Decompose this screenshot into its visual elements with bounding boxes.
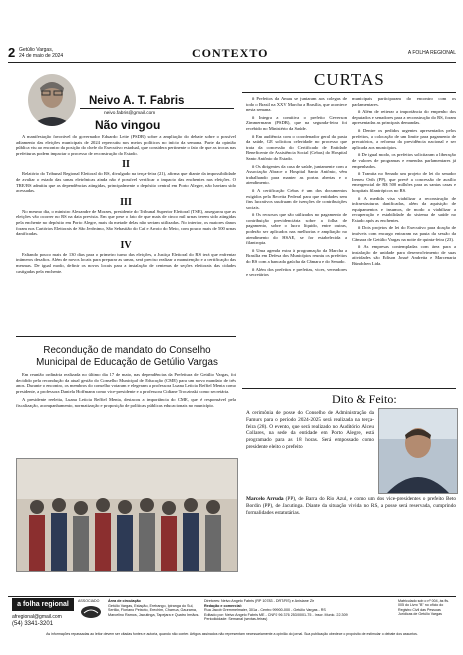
registration-text: Matriculado sob o nº 004, às fls. 005 do Livro "B" no ofício do Registro Civil das Pessoas Jurídicas de Getúlio Vargas — [398, 599, 450, 617]
curtas-item: # Além de reiterar a importância do empenho dos deputados e senadores para a reconstrução do RS, foram apresentadas as principais demandas. — [352, 109, 456, 126]
column-paragraph: A manifestação favorável do governador Eduardo Leite (PSDB) sobre a ampliação do debate sobre o possível adiamento das eleições municipais de 2024 repercutiu nos meios políticos no início da semana. Parte da opinião pública viu ao encontro da posição do chefe do Executivo estadual, que considera pertinente o fato de que as trocas nas prefeituras podem impactar o processo de reconstrução do Estado. — [16, 134, 236, 156]
article-paragraph: A presidente reeleita, Luana Leticia Reffiel Menta, destacou a importância do CME, que é responsável pela fiscalização, acompanhamento, normatização e proposição de políticas públicas educacionais no município. — [16, 397, 236, 408]
portrait-image — [379, 409, 457, 493]
curtas-column-1 — [246, 96, 347, 280]
curtas-item: # Integra a comitiva o prefeito Geverson Zimmermann (PSDB), que na segunda-feira foi recebido no Ministério da Saúde. — [246, 114, 347, 131]
column-paragraph: Faltando pouco mais de 130 dias para o primeiro turno das eleições, a Justiça Eleitoral do RS terá que enfrentar inúmeros desafios. Além de novos locais para preparar as urnas, será preciso realizar a manutenção e a certificação das mesmas. De igual modo, definir os novos locais para a instalação de centenas de seções eleitorais das cidades castigadas pela enchente. — [16, 251, 236, 274]
curtas-title: CURTAS — [314, 70, 385, 89]
circulation-label: Área de circulação — [108, 599, 141, 603]
curtas-item: # Dois projetos de lei do Executivo para doação de imóveis com encargo entraram na pauta da sessão da Câmara de Getúlio Vargas na noite de quinta-feira (23). — [352, 225, 456, 242]
dito-text: A cerimônia de posse do Conselho de Administração da Famurs para o período 2024-2025 será realizada na terça-feira (28). O evento, que será realizado no Auditório Alceu Collares, na sede da entidade em Porto Alegre, está programado para as 18 horas. Será empossado como presidente eleito o prefeito — [246, 410, 374, 450]
curtas-item: # Prefeitos da Amau se juntaram aos colegas de todo o Brasil na XXV Marcha a Brasília, que acontece nesta semana. — [246, 96, 347, 113]
curtas-item: # A certificação Cebas é um dos documentos exigidos pela Receita Federal para que entidades sem fins lucrativos usufruam de isenções de contribuições sociais. — [246, 187, 347, 210]
article-title: Recondução de mandato do Conselho Municipal de Educação de Getúlio Vargas — [36, 345, 218, 368]
curtas-rule — [242, 92, 456, 93]
header-city: Getúlio Vargas, — [19, 47, 54, 53]
columnist-email: neivo.fabris@gmail.com — [104, 111, 156, 116]
curtas-item: # Os dirigentes da casa de saúde, juntamente com a Associação Abrace o Hospital Santo Antônio, vêm trabalhando para manter as portas abertas e o atendimento. — [246, 163, 347, 186]
directors-text: Diretores: Neivo Angelo Fabris (RP 10783 - DRT/RS) e Anisiane Zir — [204, 599, 315, 603]
roman-numeral: IV — [120, 239, 132, 251]
header-rule — [8, 62, 456, 63]
group-photo — [16, 458, 238, 572]
logo-text: a folha regional — [17, 601, 69, 608]
curtas-item: # Uma agenda extra à programação da Marcha a Brasília em Defesa dos Municípios reuniu os prefeitos do RS com a bancada gaúcha da Câmara e do Senado. — [246, 247, 347, 265]
header-date: 24 de maio de 2024 — [19, 53, 64, 59]
column-paragraph: No mesmo dia, o ministro Alexandre de Moraes, presidente do Tribunal Superior Eleitoral (TSE), assegurou que as eleições vão ocorrer no RS na data prevista. Em que pese o fato de que mais de cinco mil urnas terem sido atingidas pela enchente no depósito em Porto Alegre, mais da metade delas não seriam utilizadas. No interior, os maiores danos foram nos Cartórios Eleitorais de São Jerônimo, São Sebastião do Caí e Arroio do Meio, com pouco mais de 500 urnas danificadas. — [16, 208, 236, 237]
curtas-item: # Em audiência com o coordenador geral da pasta da saúde, GE solicitou celeridade no processo que trata da concessão do Certificado de Entidade Beneficente de Assistência Social (Cebas) do Hospital Santo Antônio do Estado. — [246, 133, 347, 161]
registration-block — [398, 599, 456, 617]
editor-text: Editado por: Neivo Angelo Fabris ME - CNPJ 96 376 253/0001-75 - Inscr. Munic. 22.309 — [204, 612, 348, 617]
footer-phone: (54) 3341-3201 — [12, 621, 54, 627]
columnist-name-rule — [80, 108, 234, 109]
circulation-block — [108, 599, 200, 617]
footer-email: afregional@gmail.com — [12, 614, 62, 620]
curtas-item: # Tramita no Senado um projeto de lei do senador Ireneu Orth (PP), que prevê a concessão de auxílio emergencial de R$ 500 milhões para as santas casas e hospitais filantrópicos no RS. — [352, 171, 456, 193]
dito-rule — [242, 388, 456, 389]
roman-numeral: II — [122, 159, 130, 171]
curtas-item: municipais participaram do encontro com os parlamentares. — [352, 96, 456, 107]
dito-text-wrap — [246, 410, 374, 451]
roman-numeral: III — [120, 196, 132, 208]
curtas-column-2 — [352, 96, 456, 269]
footer-disclaimer: As informações repassadas ao leitor devem ser citadas fontes e autoria, quando não conter. Artigos assinados não representam necessariamente a opinião do jornal. Sua publicação obedece o propósito de estimular o debate dos assuntos. — [46, 632, 418, 636]
article-body — [16, 372, 236, 412]
header-publication: A FOLHA REGIONAL — [407, 50, 456, 56]
dito-name: Marcelo Arruda — [246, 496, 284, 502]
article-divider — [16, 336, 236, 337]
dito-text-end: (PP), de Barra do Rio Azul, e como um dos vice-presidentes o prefeito Beto Bordin (PP), de Jacutinga. Diante da situação vivida no RS, a posse será reservada, cumprindo formalidades estatutárias. — [246, 496, 456, 516]
section-title: CONTEXTO — [192, 46, 269, 60]
page-header — [8, 46, 456, 62]
association-logo — [80, 605, 102, 619]
article-paragraph: Em reunião ordinária realizada no último dia 17 de maio, nas dependências da Prefeitura de Getúlio Vargas, foi decidido pela recondução da atual gestão do Conselho Municipal de Educação (CME) para um novo mandato de três anos. Durante o encontro, os membros do conselho votaram e elegeram a professora Luana Leticia Reffiel Menta como presidente, a professora Daniela Hoffmann como vice-presidente e a professora Cidiane Troczinski como secretária. — [16, 372, 236, 394]
footer-rule — [8, 596, 456, 597]
curtas-item: # As empresas contempladas com área para a instalação de unidade para desenvolvimento de suas atividades são Edison Josué Andretta e Marcenaria Bündchen Ltda. — [352, 244, 456, 267]
curtas-item: # Os recursos que são utilizados no pagamento de contribuição previdenciária sobre a folha de pagamento, sobre o lucro líquido, entre outras, poderão ser aplicados nas melhorias e ampliação no atendimento do HSAE, se for estabelecida a filantropia. — [246, 212, 347, 246]
periodicity-text: Periodicidade: Semanal (sextas-feiras) — [204, 617, 268, 622]
curtas-item: # A medida visa viabilizar a reconstrução de infraestruturas danificadas, além da aquisição de equipamentos e insumos, de modo a viabilizar a recuperação e estabilidade do sistema de saúde no Estado após as enchentes. — [352, 195, 456, 223]
column-body — [16, 134, 236, 277]
group-photo-image — [17, 459, 237, 571]
curtas-item: # Dentre os pedidos urgentes apresentados pelos prefeitos, a colocação de um limite para pagamento de precatórios, a reforma da previdência nacional e ser aplicada aos municípios. — [352, 127, 456, 150]
address-text: Rua Jacob Gremmelmaier, 301a - Centro 99900-000 - Getúlio Vargas - RS — [204, 608, 326, 613]
column-headline: Não vingou — [95, 118, 161, 132]
page-number: 2 — [8, 45, 16, 60]
association-icon — [80, 605, 102, 619]
columnist-name: Neivo A. T. Fabris — [89, 95, 185, 107]
column-paragraph: Relatório do Tribunal Regional Eleitoral do RS, divulgado na terça-feira (21), afirma que diante da impossibilidade de avaliar o estado das urnas eletrônicas ainda não é possível verificar o impacto das enchentes nas eleições. O TRE/RS admitiu que as dependências atingidas, principalmente o depósito central em Porto Alegre, não haviam sido acessadas. — [16, 171, 236, 194]
dito-text-bottom — [246, 496, 456, 516]
curtas-item: # Além dos prefeitos e prefeitas, vices, vereadores e secretários — [246, 266, 347, 278]
circulation-text: Getúlio Vargas, Estação, Erebango, Ipiranga do Sul, Sertão, Floriano Peixoto, Erechim, Charrua, Gaurama, Marcelino Ramos, Jacutinga, Tapejara e Quatro Irmãos. — [108, 603, 200, 617]
curtas-item: # De igual modo, os prefeitos solicitaram a liberação de valores de programas e emendas parlamentares já empenhados. — [352, 152, 456, 169]
footer-logo — [12, 598, 74, 611]
dito-photo — [378, 408, 458, 494]
redacao-label: Redação e comercial: — [204, 603, 242, 608]
dito-title: Dito & Feito: — [332, 392, 397, 406]
portrait-image — [28, 74, 76, 126]
footer-associado: ASSOCIADO — [78, 599, 100, 603]
credits-block — [204, 599, 394, 622]
columnist-photo — [28, 74, 76, 126]
